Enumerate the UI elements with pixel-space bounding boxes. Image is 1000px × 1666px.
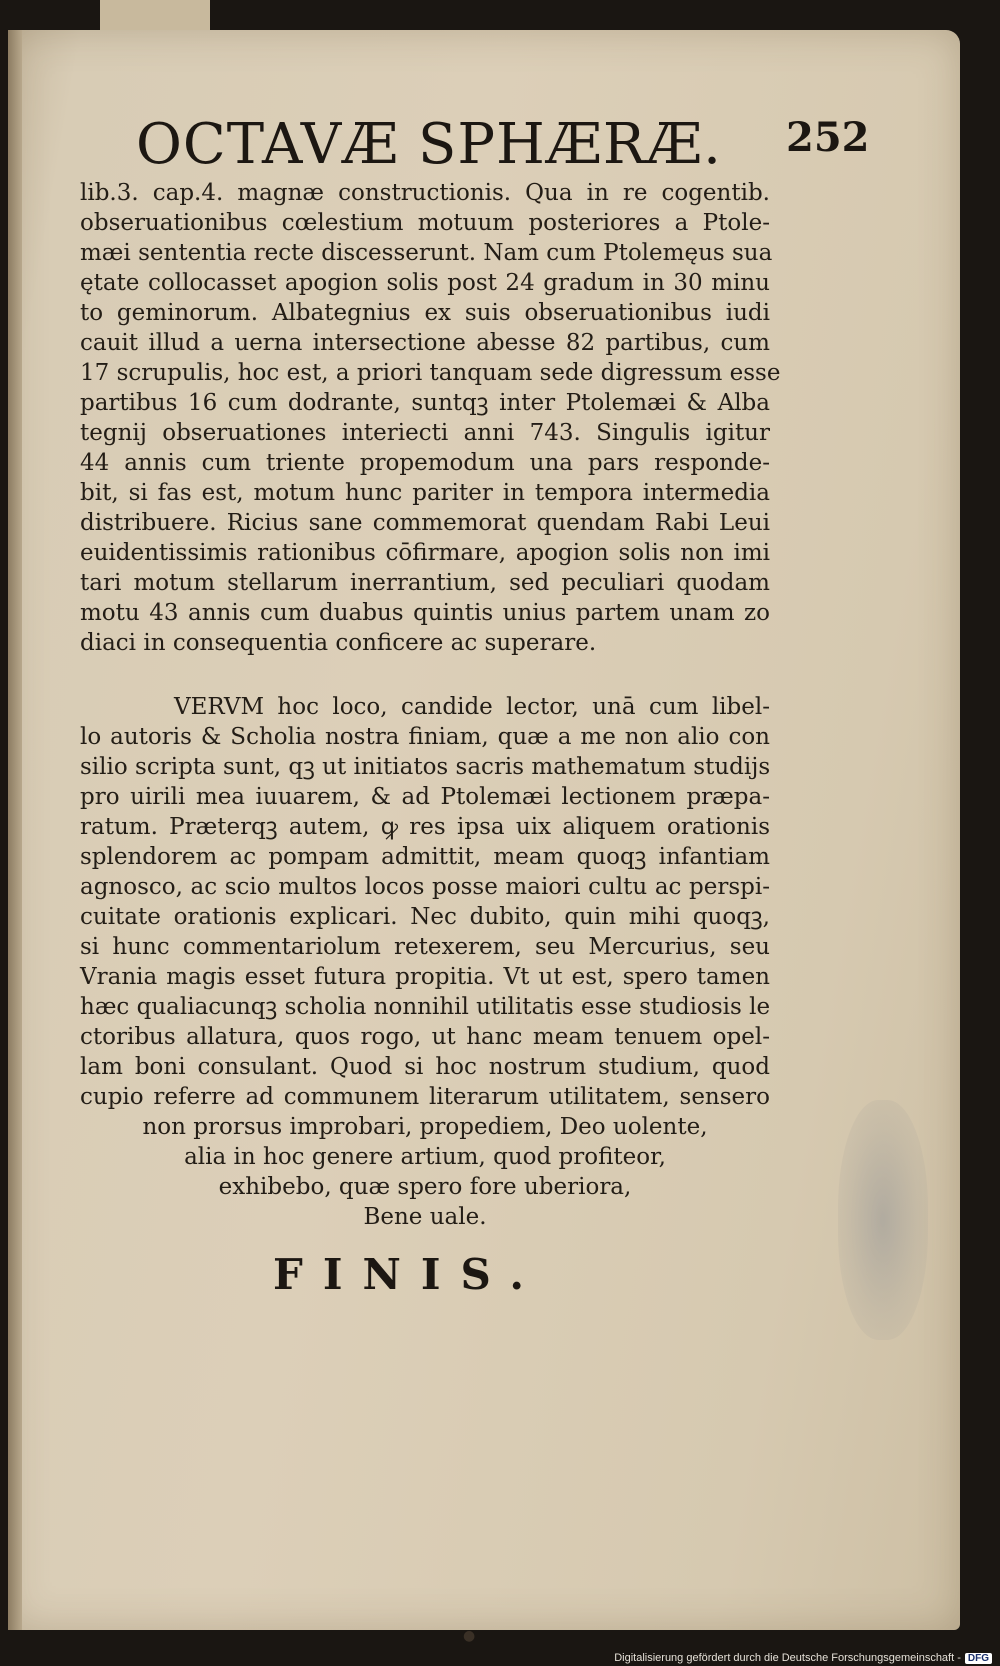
text-line: tari motum stellarum inerrantium, sed peculiari quodam [80,570,770,596]
text-line: cauit illud a uerna intersectione abesse 82 partibus, cum [80,330,770,356]
finis-heading: FINIS. [273,1250,544,1299]
text-line: tegnij obseruationes interiecti anni 743. Singulis igitur [80,420,770,446]
page-gutter [8,30,22,1630]
text-line: to geminorum. Albategnius ex suis obseruationibus iudi [80,300,770,326]
text-line: agnosco, ac scio multos locos posse maiori cultu ac perspi- [80,874,770,900]
text-line: si hunc commentariolum retexerem, seu Mercurius, seu [80,934,770,960]
text-line: euidentissimis rationibus cōfirmare, apogion solis non imi [80,540,770,566]
text-line: splendorem ac pompam admittit, meam quoqꝫ infantiam [80,844,770,870]
text-line: diaci in consequentia conficere ac superare. [80,630,597,656]
text-line: silio scripta sunt, qꝫ ut initiatos sacris mathematum studijs [80,754,771,780]
text-line: motu 43 annis cum duabus quintis unius partem unam zo [80,600,770,626]
digitization-credit [614,1652,992,1664]
dfg-logo-icon: DFG [965,1653,992,1664]
text-line: exhibebo, quæ spero fore uberiora, [218,1174,632,1200]
book-page [8,30,960,1644]
running-title: OCTAVÆ SPHÆRÆ. [136,112,722,177]
text-line: partibus 16 cum dodrante, suntqꝫ inter Ptolemæi & Alba [80,390,770,416]
text-line: lib.3. cap.4. magnæ constructionis. Qua in re cogentib. [80,180,770,206]
text-line: cuitate orationis explicari. Nec dubito, quin mihi quoqꝫ, [80,904,770,930]
text-line: Bene uale. [363,1204,487,1230]
text-line: pro uirili mea iuuarem, & ad Ptolemæi lectionem præpa- [80,784,770,810]
signature-dot-icon: ● [463,1628,476,1644]
text-line: ratum. Præterqꝫ autem, ꝙ res ipsa uix aliquem orationis [80,814,770,840]
text-line: mæi sententia recte discesserunt. Nam cum Ptolemęus sua [80,240,773,266]
text-line: ętate collocasset apogion solis post 24 gradum in 30 minu [80,270,770,296]
text-line: Vrania magis esset futura propitia. Vt ut est, spero tamen [80,964,770,990]
text-line: 44 annis cum triente propemodum una pars responde- [80,450,770,476]
top-paper-strip [100,0,210,30]
page-header [126,108,886,178]
text-line: distribuere. Ricius sane commemorat quendam Rabi Leui [80,510,770,536]
paper-stain [838,1100,928,1340]
text-line: ctoribus allatura, quos rogo, ut hanc meam tenuem opel- [80,1024,770,1050]
paragraph-conclusion [80,692,770,1232]
text-line: lam boni consulant. Quod si hoc nostrum studium, quod [80,1054,770,1080]
text-line: 17 scrupulis, hoc est, a priori tanquam sede digressum esse [80,360,781,386]
text-line: bit, si fas est, motum hunc pariter in tempora intermedia [80,480,770,506]
paragraph-commentary [80,178,781,658]
text-line: hæc qualiacunqꝫ scholia nonnihil utilitatis esse studiosis le [80,994,771,1020]
text-line: lo autoris & Scholia nostra finiam, quæ a me non alio con [80,724,770,750]
text-line: non prorsus improbari, propediem, Deo uolente, [142,1114,708,1140]
text-line: VERVM hoc loco, candide lector, unā cum libel- [174,694,770,720]
credit-text: Digitalisierung gefördert durch die Deutsche Forschungsgemeinschaft - [614,1652,961,1664]
text-line: obseruationibus cœlestium motuum posteriores a Ptole- [80,210,770,236]
page-number: 252 [786,114,870,161]
text-line: alia in hoc genere artium, quod profiteor, [184,1144,666,1170]
text-line: cupio referre ad communem literarum utilitatem, sensero [80,1084,770,1110]
